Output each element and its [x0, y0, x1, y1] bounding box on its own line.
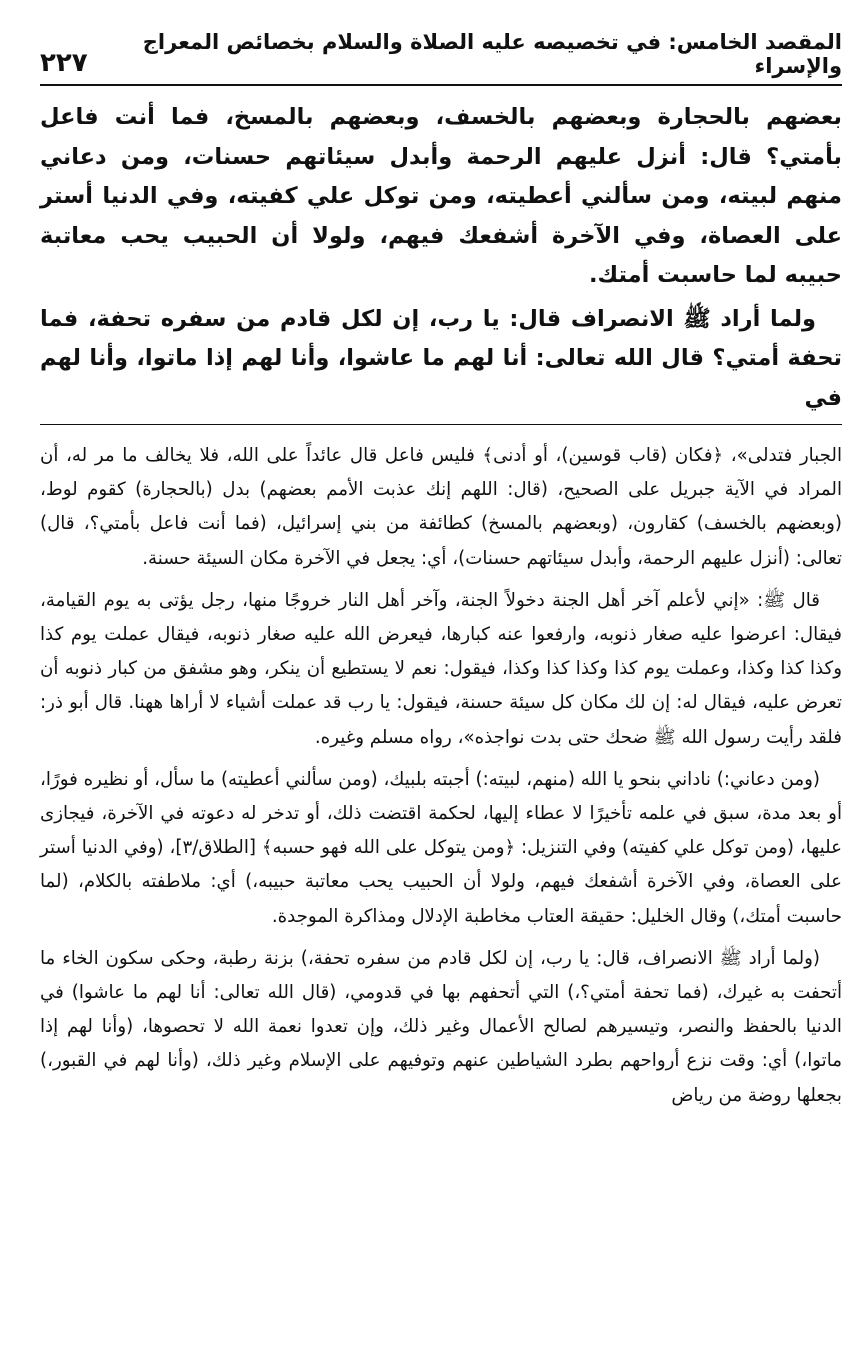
chapter-title: المقصد الخامس: في تخصيصه عليه الصلاة والسلام بخصائص المعراج والإسراء — [142, 30, 842, 78]
footnote-separator — [40, 424, 842, 425]
commentary-paragraph: (ولما أراد ﷺ الانصراف، قال: يا رب، إن لكل قادم من سفره تحفة،) بزنة رطبة، وحكى سكون الخاء ما أتحفت به غيرك، (فما تحفة أمتي؟،) التي أتحفهم بها في قدومي، (قال الله تعالى: أنا لهم ما عاشوا) في الدنيا بالحفظ والنصر، وتيسيرهم لصالح الأعمال وغير ذلك، وإن تعدوا نعمة الله لا تحصوها، (وأنا لهم إذا ماتوا،) أي: وقت نزع أرواحهم بطرد الشياطين عنهم وتوفيهم على الإسلام وغير ذلك، (وأنا لهم في القبور،) بجعلها روضة من رياض — [40, 947, 842, 1106]
main-text — [40, 98, 842, 418]
main-paragraph: بعضهم بالحجارة وبعضهم بالخسف، وبعضهم بالمسخ، فما أنت فاعل بأمتي؟ قال: أنزل عليهم الرحمة وأبدل سيئاتهم حسنات، ومن دعاني منهم لبيته، ومن سألني أعطيته، ومن توكل علي كفيته، وفي الدنيا أستر على العصاة، وفي الآخرة أشفعك فيهم، ولولا أن الحبيب يحب معاتبة حبيبه لما حاسبت أمتك. — [40, 104, 842, 288]
running-header — [40, 30, 842, 86]
book-page — [40, 30, 842, 1121]
commentary-paragraph: قال ﷺ: «إني لأعلم آخر أهل الجنة دخولاً الجنة، وآخر أهل النار خروجًا منها، رجل يؤتى به يوم القيامة، فيقال: اعرضوا عليه صغار ذنوبه، وارفعوا عنه كبارها، فيعرض الله عليه صغار ذنوبه، فيقال عملت يوم كذا وكذا كذا وكذا، وعملت يوم كذا وكذا كذا وكذا، فيقول: نعم لا يستطيع أن ينكر، وهو مشفق من كبار ذنوبه أن تعرض عليه، فيقال له: إن لك مكان كل سيئة حسنة، فيقول: يا رب قد عملت أشياء لا أراها ههنا. قال أبو ذر: فلقد رأيت رسول الله ﷺ ضحك حتى بدت نواجذه»، رواه مسلم وغيره. — [40, 589, 842, 748]
main-paragraph: ولما أراد ﷺ الانصراف قال: يا رب، إن لكل قادم من سفره تحفة، فما تحفة أمتي؟ قال الله تعالى: أنا لهم ما عاشوا، وأنا لهم إذا ماتوا، وأنا لهم في — [40, 305, 842, 411]
page-number: ٢٢٧ — [40, 48, 88, 78]
commentary-paragraph: الجبار فتدلى»، ﴿فكان (قاب قوسين)، أو أدنى﴾ فليس فاعل قال عائداً على الله، فلا يخالف ما مر له، أن المراد في الآية جبريل على الصحيح، (قال: اللهم إنك عذبت الأمم بعضهم) بدل (بالحجارة) كقوم لوط، (وبعضهم بالخسف) كقارون، (وبعضهم بالمسخ) كطائفة من بني إسرائيل، (فما أنت فاعل بأمتي؟، قال) تعالى: (أنزل عليهم الرحمة، وأبدل سيئاتهم حسنات)، أي: يجعل في الآخرة مكان السيئة حسنة. — [40, 445, 842, 569]
commentary — [40, 439, 842, 1113]
commentary-paragraph: (ومن دعاني:) ناداني بنحو يا الله (منهم، لبيته:) أجبته بلبيك، (ومن سألني أعطيته) ما سأل، أو نظيره فورًا، أو بعد مدة، سبق في علمه تأخيرًا لا عطاء إليها، لحكمة اقتضت ذلك، أو تدخر له دعوته في الآخرة، فيجازى عليها، (ومن توكل علي كفيته) وفي التنزيل: ﴿ومن يتوكل على الله فهو حسبه﴾ [الطلاق/٣]، (وفي الدنيا أستر على العصاة، وفي الآخرة أشفعك فيهم، ولولا أن الحبيب يحب معاتبة حبيبه،) أي: ملاطفته بالكلام، (لما حاسبت أمتك،) وقال الخليل: حقيقة العتاب مخاطبة الإدلال ومذاكرة الموجدة. — [40, 768, 842, 927]
